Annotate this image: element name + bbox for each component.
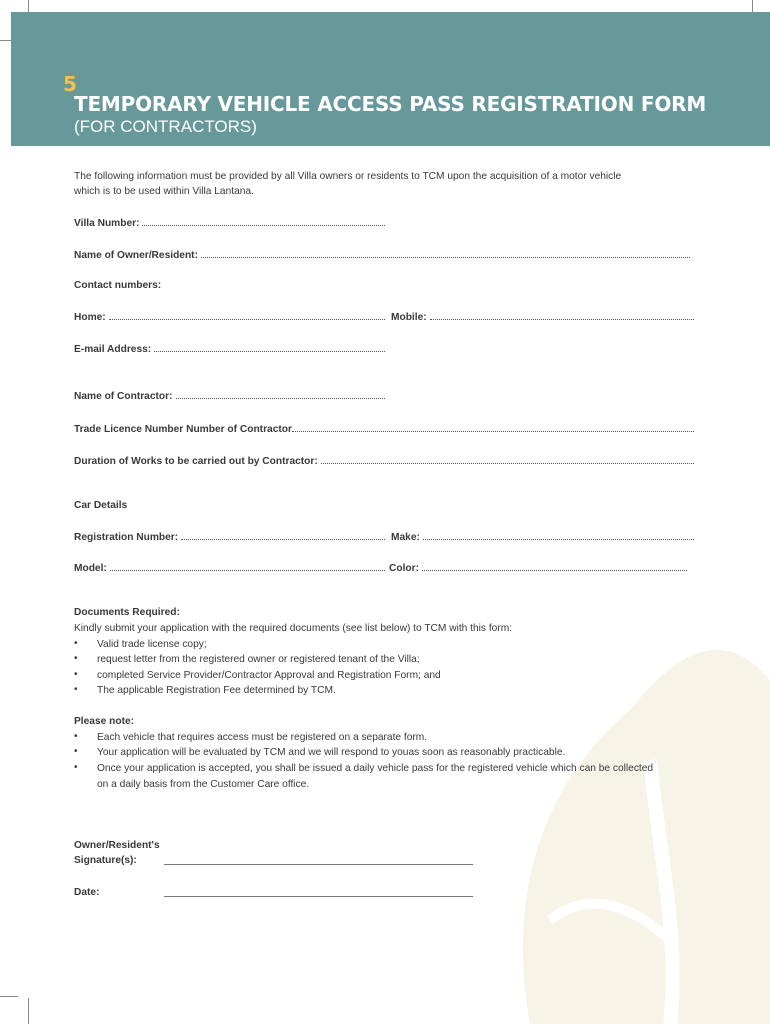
bullet-icon: • <box>74 731 78 742</box>
form-subtitle: (FOR CONTRACTORS) <box>74 117 257 136</box>
signature-label-line-1: Owner/Resident's <box>74 840 160 851</box>
document-item: The applicable Registration Fee determined by TCM. <box>97 685 336 696</box>
leaf-watermark <box>520 560 770 1024</box>
email-field[interactable] <box>74 342 385 356</box>
email-label: E-mail Address: <box>74 344 152 355</box>
registration-number-label: Registration Number: <box>74 532 179 543</box>
owner-name-field[interactable] <box>74 248 690 262</box>
bullet-icon: • <box>74 669 78 680</box>
bullet-icon: • <box>74 762 78 773</box>
note-item: Your application will be evaluated by TCM and we will respond to youas soon as reasonably practicable. <box>97 747 566 758</box>
form-title: TEMPORARY VEHICLE ACCESS PASS REGISTRATION FORM <box>74 92 707 116</box>
mobile-input[interactable] <box>430 310 694 320</box>
villa-number-label: Villa Number: <box>74 218 140 229</box>
color-label: Color: <box>389 563 419 574</box>
registration-number-input[interactable] <box>181 530 385 540</box>
document-item: Valid trade license copy; <box>97 639 207 650</box>
owner-name-input[interactable] <box>201 248 690 258</box>
make-field[interactable] <box>391 530 694 544</box>
duration-field[interactable] <box>74 454 694 468</box>
mobile-label: Mobile: <box>391 312 427 323</box>
trade-licence-input[interactable] <box>292 422 694 432</box>
registration-number-field[interactable] <box>74 530 385 544</box>
trade-licence-field[interactable] <box>74 422 694 436</box>
color-input[interactable] <box>422 561 687 571</box>
model-label: Model: <box>74 563 107 574</box>
color-field[interactable] <box>389 561 687 575</box>
document-item: request letter from the registered owner or registered tenant of the Villa; <box>97 654 420 665</box>
crop-mark <box>28 998 29 1024</box>
signature-input-line[interactable] <box>164 864 473 865</box>
date-label: Date: <box>74 887 100 898</box>
contact-numbers-label: Contact numbers: <box>74 280 162 291</box>
home-field[interactable] <box>74 310 385 324</box>
bullet-icon: • <box>74 746 78 757</box>
intro-line-1: The following information must be provided by all Villa owners or residents to TCM upon the acquisition of a motor vehicle <box>74 171 622 182</box>
model-input[interactable] <box>110 561 385 571</box>
bullet-icon: • <box>74 638 78 649</box>
contractor-name-input[interactable] <box>176 389 386 399</box>
documents-intro: Kindly submit your application with the required documents (see list below) to TCM with this form: <box>74 623 513 634</box>
crop-mark <box>0 996 18 997</box>
villa-number-field[interactable] <box>74 216 385 230</box>
home-label: Home: <box>74 312 106 323</box>
contractor-name-field[interactable] <box>74 389 385 403</box>
date-input-line[interactable] <box>164 896 473 897</box>
note-item: Once your application is accepted, you shall be issued a daily vehicle pass for the registered vehicle which can be collected <box>97 763 654 774</box>
car-details-heading: Car Details <box>74 500 128 511</box>
documents-heading: Documents Required: <box>74 607 180 618</box>
section-number: 5 <box>63 72 77 96</box>
make-input[interactable] <box>423 530 694 540</box>
home-input[interactable] <box>109 310 385 320</box>
model-field[interactable] <box>74 561 385 575</box>
mobile-field[interactable] <box>391 310 694 324</box>
duration-input[interactable] <box>321 454 694 464</box>
signature-label-line-2: Signature(s): <box>74 855 137 866</box>
contractor-name-label: Name of Contractor: <box>74 391 173 402</box>
make-label: Make: <box>391 532 420 543</box>
bullet-icon: • <box>74 684 78 695</box>
bullet-icon: • <box>74 653 78 664</box>
note-item-continued: on a daily basis from the Customer Care office. <box>97 779 310 790</box>
notes-heading: Please note: <box>74 716 135 727</box>
trade-licence-label: Trade Licence Number Number of Contractor <box>74 424 292 435</box>
document-item: completed Service Provider/Contractor Approval and Registration Form; and <box>97 670 441 681</box>
intro-line-2: which is to be used within Villa Lantana. <box>74 186 254 197</box>
duration-label: Duration of Works to be carried out by Contractor: <box>74 456 318 467</box>
owner-name-label: Name of Owner/Resident: <box>74 250 198 261</box>
email-input[interactable] <box>154 342 385 352</box>
villa-number-input[interactable] <box>142 216 385 226</box>
note-item: Each vehicle that requires access must be registered on a separate form. <box>97 732 428 743</box>
